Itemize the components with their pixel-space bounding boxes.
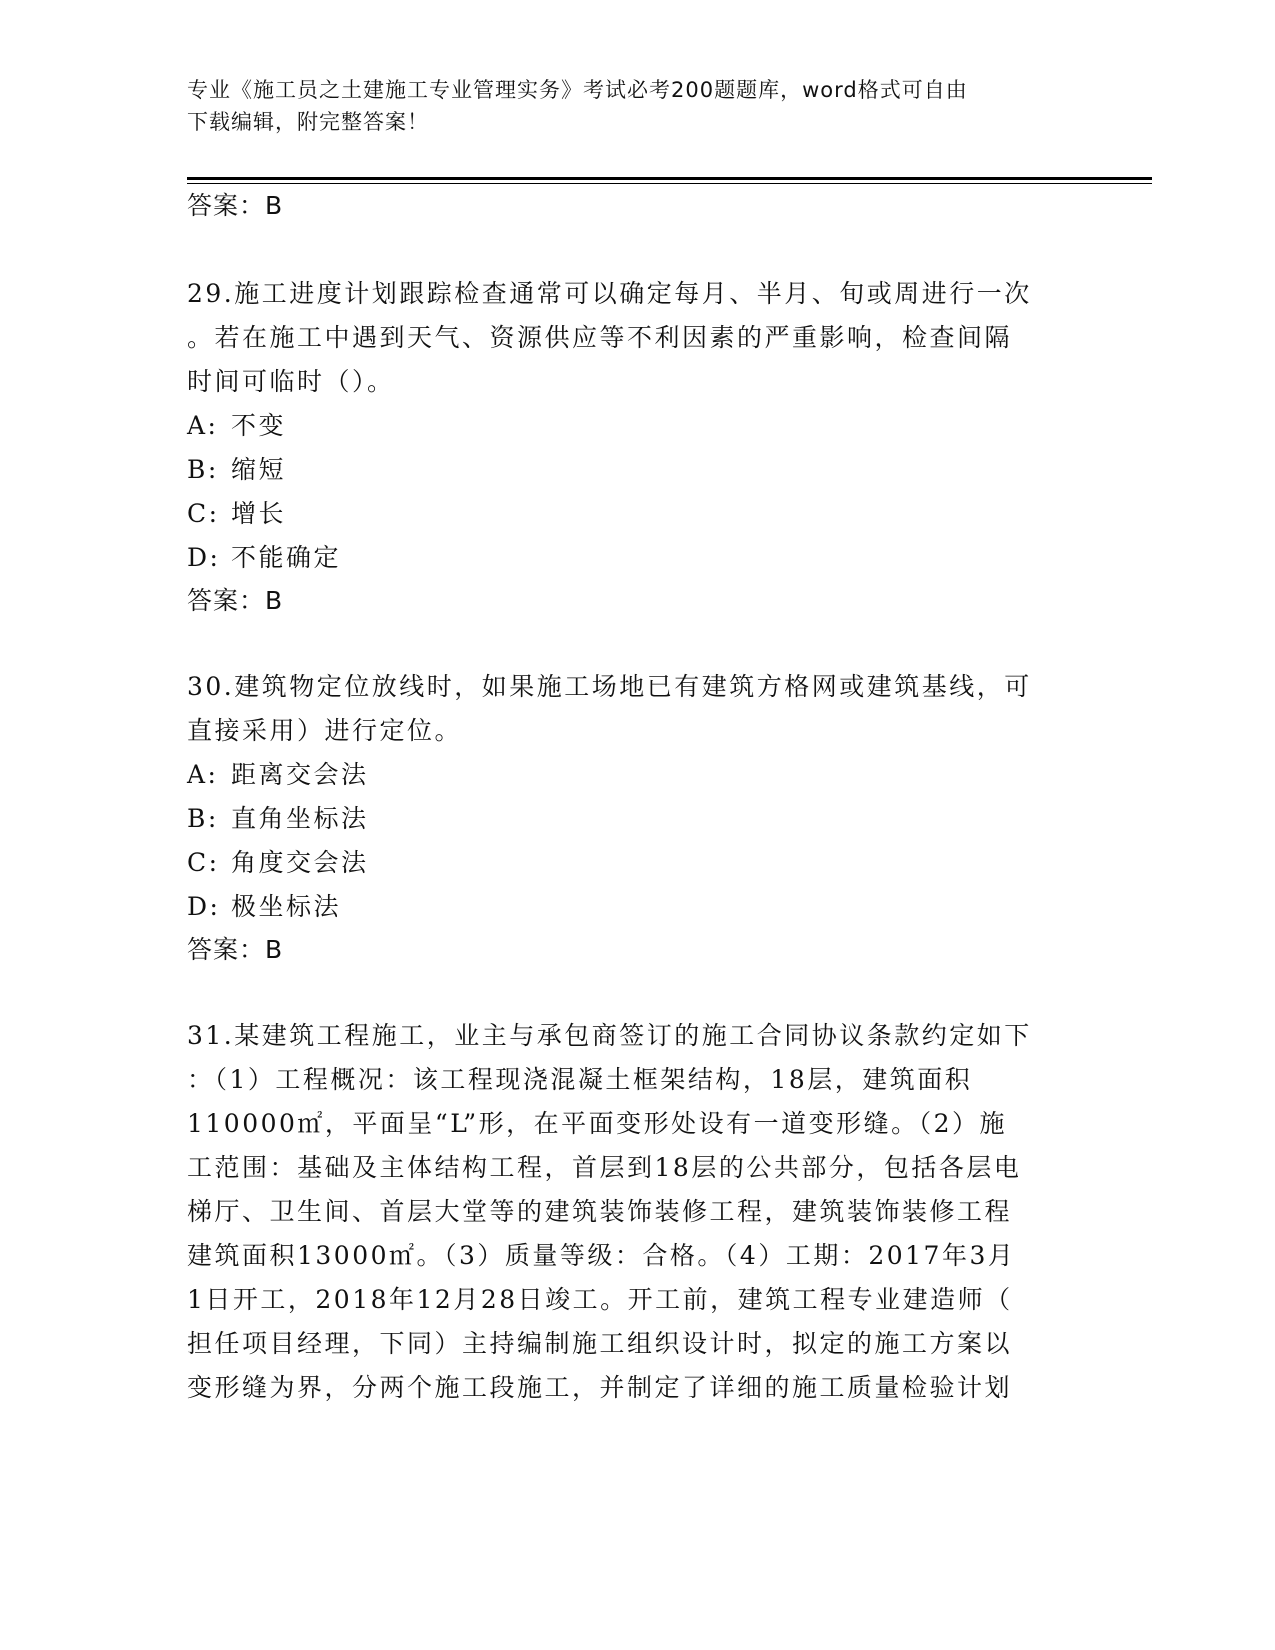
option-d bbox=[187, 887, 341, 923]
question-text-line: 时间可临时（）。 bbox=[187, 367, 395, 396]
question-text-line: 1日开工，2018年12月28日竣工。开工前，建筑工程专业建造师（ bbox=[187, 1285, 1013, 1314]
option-c bbox=[187, 494, 286, 530]
option-letter: A: bbox=[187, 760, 219, 789]
option-letter: C: bbox=[187, 848, 220, 877]
question-text-line: 30.建筑物定位放线时，如果施工场地已有建筑方格网或建筑基线，可 bbox=[187, 672, 1032, 701]
question-text-line: 变形缝为界，分两个施工段施工，并制定了详细的施工质量检验计划 bbox=[187, 1373, 1013, 1402]
option-d bbox=[187, 538, 341, 574]
option-text: 不变 bbox=[231, 411, 287, 440]
question-text-line: 建筑面积13000㎡。（3）质量等级：合格。（4）工期：2017年3月 bbox=[187, 1241, 1016, 1270]
option-letter: D: bbox=[187, 892, 221, 921]
question-text-line: 110000㎡，平面呈“L”形，在平面变形处设有一道变形缝。（2）施 bbox=[187, 1109, 1008, 1138]
option-b bbox=[187, 450, 286, 486]
option-letter: B: bbox=[187, 804, 219, 833]
question-text-line: 直接采用）进行定位。 bbox=[187, 716, 463, 745]
option-b bbox=[187, 799, 369, 835]
option-text: 距离交会法 bbox=[231, 760, 369, 789]
option-text: 极坐标法 bbox=[231, 892, 342, 921]
option-letter: B: bbox=[187, 455, 219, 484]
previous-answer: 答案：B bbox=[187, 191, 284, 220]
question-text-line: 29.施工进度计划跟踪检查通常可以确定每月、半月、旬或周进行一次 bbox=[187, 279, 1032, 308]
header-line: 下载编辑，附完整答案！ bbox=[187, 110, 429, 134]
header-divider-thin bbox=[187, 183, 1152, 184]
option-text: 缩短 bbox=[231, 455, 287, 484]
option-c bbox=[187, 843, 369, 879]
question-text-line: ：（1）工程概况：该工程现浇混凝土框架结构，18层，建筑面积 bbox=[187, 1065, 973, 1094]
option-a bbox=[187, 406, 286, 442]
option-text: 角度交会法 bbox=[231, 848, 369, 877]
question-text-line: 担任项目经理，下同）主持编制施工组织设计时，拟定的施工方案以 bbox=[187, 1329, 1013, 1358]
option-letter: D: bbox=[187, 543, 221, 572]
option-text: 不能确定 bbox=[231, 543, 342, 572]
header-line: 专业《施工员之土建施工专业管理实务》考试必考200题题库，word格式可自由 bbox=[187, 78, 968, 102]
option-letter: C: bbox=[187, 499, 220, 528]
question-text-line: 。若在施工中遇到天气、资源供应等不利因素的严重影响，检查间隔 bbox=[187, 323, 1013, 352]
option-text: 增长 bbox=[231, 499, 287, 528]
option-text: 直角坐标法 bbox=[231, 804, 369, 833]
question-text-line: 31.某建筑工程施工，业主与承包商签订的施工合同协议条款约定如下 bbox=[187, 1021, 1032, 1050]
option-letter: A: bbox=[187, 411, 219, 440]
question-text-line: 工范围：基础及主体结构工程，首层到18层的公共部分，包括各层电 bbox=[187, 1153, 1022, 1182]
answer: 答案：B bbox=[187, 586, 284, 615]
document-header bbox=[187, 74, 1067, 138]
question-text-line: 梯厅、卫生间、首层大堂等的建筑装饰装修工程，建筑装饰装修工程 bbox=[187, 1197, 1013, 1226]
header-divider-thick bbox=[187, 177, 1152, 180]
option-a bbox=[187, 755, 369, 791]
answer: 答案：B bbox=[187, 935, 284, 964]
